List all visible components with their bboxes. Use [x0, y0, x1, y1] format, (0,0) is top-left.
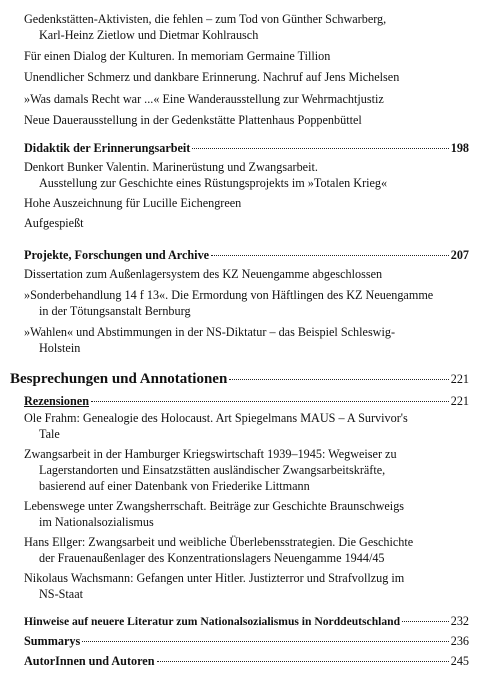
section-title: Summarys [24, 634, 81, 648]
toc-entry-continuation: Holstein [39, 341, 81, 355]
toc-entry: Nikolaus Wachsmann: Gefangen unter Hitler. Justizterror und Strafvollzug im [24, 571, 405, 585]
page-number: 221 [450, 372, 469, 386]
toc-entry-continuation: Ausstellung zur Geschichte eines Rüstungsprojekts im »Totalen Krieg« [39, 176, 388, 190]
page-number: 221 [450, 394, 469, 408]
toc-entry-continuation: in der Tötungsanstalt Bernburg [39, 304, 191, 318]
leader-dots [157, 661, 449, 662]
toc-entry: Gedenkstätten-Aktivisten, die fehlen – zum Tod von Günther Schwarberg, [24, 12, 387, 26]
toc-entry-continuation: im Nationalsozialismus [39, 515, 154, 529]
toc-section-hinweise[interactable] [24, 614, 469, 629]
toc-entry: Lebenswege unter Zwangsherrschaft. Beiträge zur Geschichte Braunschweigs [24, 499, 405, 513]
leader-dots [91, 401, 449, 402]
section-title: Besprechungen und Annotationen [10, 371, 228, 387]
section-title: AutorInnen und Autoren [24, 654, 155, 668]
toc-entry: Neue Dauerausstellung in der Gedenkstätte Plattenhaus Poppenbüttel [24, 113, 362, 127]
leader-dots [211, 255, 449, 256]
toc-entry: Ole Frahm: Genealogie des Holocaust. Art Spiegelmans MAUS – A Survivor's [24, 411, 408, 425]
toc-entry-continuation: basierend auf einer Datenbank von Friederike Littmann [39, 479, 310, 493]
page-number: 198 [450, 141, 469, 155]
toc-section-projekte[interactable] [24, 248, 469, 262]
leader-dots [82, 641, 449, 642]
toc-entry: Dissertation zum Außenlagersystem des KZ Neuengamme abgeschlossen [24, 267, 383, 281]
toc-entry: »Wahlen« und Abstimmungen in der NS-Diktatur – das Beispiel Schleswig- [24, 325, 396, 339]
toc-entry: Hans Ellger: Zwangsarbeit und weibliche Überlebensstrategien. Die Geschichte [24, 535, 414, 549]
toc-section-rezensionen[interactable] [24, 394, 469, 408]
leader-dots [402, 621, 449, 622]
toc-entry-continuation: der Frauenaußenlager des Konzentrationslagers Neuengamme 1944/45 [39, 551, 385, 565]
toc-entry: Zwangsarbeit in der Hamburger Kriegswirtschaft 1939–1945: Wegweiser zu [24, 447, 397, 461]
section-title: Hinweise auf neuere Literatur zum Nationalsozialismus in Norddeutschland [24, 615, 401, 628]
toc-section-didaktik[interactable] [24, 141, 469, 155]
toc-entry-continuation: NS-Staat [39, 587, 84, 601]
toc-entry: Für einen Dialog der Kulturen. In memoriam Germaine Tillion [24, 49, 331, 63]
toc-entry-continuation: Lagerstandorten und Einsatzstätten ausländischer Zwangsarbeitskräfte, [39, 463, 386, 477]
page-number: 236 [450, 634, 469, 648]
page-number: 232 [450, 614, 469, 628]
toc-entry: »Sonderbehandlung 14 f 13«. Die Ermordung von Häftlingen des KZ Neuengamme [24, 288, 434, 302]
leader-dots [229, 379, 448, 380]
toc-entry-continuation: Tale [39, 427, 60, 441]
page-number: 207 [450, 248, 469, 262]
toc-entry: Unendlicher Schmerz und dankbare Erinnerung. Nachruf auf Jens Michelsen [24, 70, 400, 84]
page-number: 245 [450, 654, 469, 668]
toc-entry-continuation: Karl-Heinz Zietlow und Dietmar Kohlrausch [39, 28, 259, 42]
section-title: Rezensionen [24, 394, 89, 408]
toc-entry: Aufgespießt [24, 216, 84, 230]
section-title: Projekte, Forschungen und Archive [24, 248, 210, 262]
toc-entry: Denkort Bunker Valentin. Marinerüstung und Zwangsarbeit. [24, 160, 318, 174]
leader-dots [192, 148, 448, 149]
toc-section-summarys[interactable] [24, 634, 469, 648]
toc-entry: Hohe Auszeichnung für Lucille Eichengreen [24, 196, 242, 210]
toc-entry: »Was damals Recht war ...« Eine Wanderausstellung zur Wehrmachtjustiz [24, 92, 384, 106]
section-title: Didaktik der Erinnerungsarbeit [24, 141, 191, 155]
toc-section-besprechungen[interactable] [10, 370, 469, 388]
toc-section-autoren[interactable] [24, 654, 469, 668]
